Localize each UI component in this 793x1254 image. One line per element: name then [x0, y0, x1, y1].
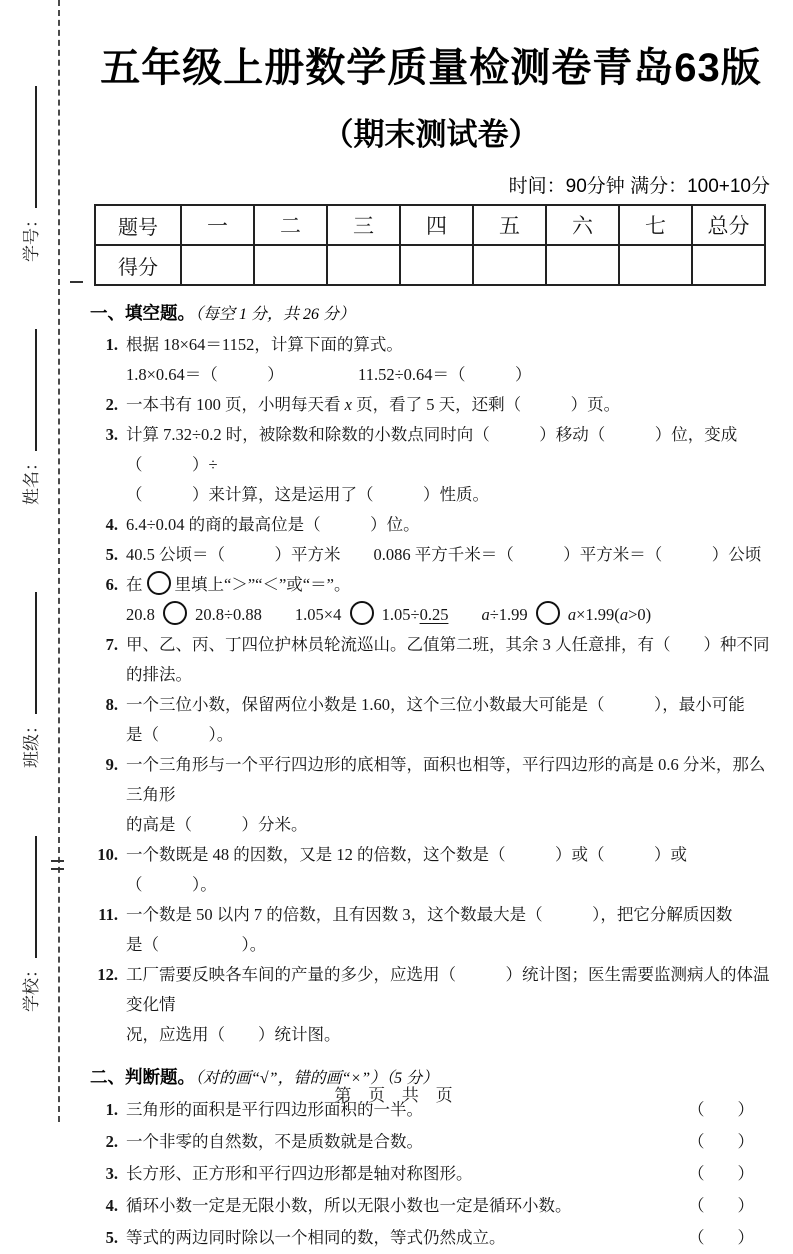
score-cell — [546, 245, 619, 285]
score-row-label: 得分 — [95, 245, 181, 285]
fold-mark — [70, 281, 83, 283]
section-heading-note: （每空 1 分，共 26 分） — [195, 306, 356, 323]
score-cell — [473, 245, 546, 285]
section-heading-text: 一、填空题。 — [90, 303, 195, 323]
question — [90, 420, 772, 510]
student-id-label: 学号： — [22, 211, 41, 262]
question — [90, 330, 772, 390]
statement-text: 三角形的面积是平行四边形面积的一半。 — [126, 1100, 423, 1119]
question — [90, 750, 772, 840]
score-cell — [327, 245, 400, 285]
answer-bracket: （ ） — [688, 1196, 754, 1215]
question-number: 1. — [105, 1100, 118, 1119]
score-col-1: 一 — [181, 205, 254, 245]
question-line: 根据 18×64＝1152，计算下面的算式。 — [126, 335, 403, 354]
score-cell — [619, 245, 692, 285]
school-label: 学校： — [22, 961, 41, 1012]
question — [90, 900, 772, 960]
question-number: 1. — [105, 335, 118, 354]
section-heading — [90, 298, 772, 330]
question-line: 计算 7.32÷0.2 时，被除数和除数的小数点同时向（ ）移动（ ）位，变成（ ）÷ — [126, 425, 738, 474]
score-col-6: 六 — [546, 205, 619, 245]
question — [90, 1222, 772, 1254]
question-number: 4. — [105, 1196, 118, 1215]
question — [90, 690, 772, 750]
score-table-corner: 题号 — [95, 205, 181, 245]
answer-bracket: （ ） — [688, 1100, 754, 1119]
question-line: 甲、乙、丙、丁四位护林员轮流巡山。乙值第二班，其余 3 人任意排，有（ ）种不同的排法。 — [126, 635, 770, 684]
question-number: 3. — [105, 1164, 118, 1183]
question-line: 是（ ）。 — [126, 935, 267, 954]
question — [90, 570, 772, 630]
question-line: 工厂需要反映各车间的产量的多少，应选用（ ）统计图；医生需要监测病人的体温变化情 — [126, 965, 770, 1014]
class-blank-line — [20, 592, 37, 714]
question-number: 8. — [105, 695, 118, 714]
answer-bracket: （ ） — [688, 1164, 754, 1183]
question-line: 1.8×0.64＝（ ） 11.52÷0.64＝（ ） — [126, 365, 532, 384]
question-number: 2. — [105, 1132, 118, 1151]
time-score-info: 时间：90分钟 满分：100+10分 — [508, 176, 770, 197]
question — [90, 1158, 772, 1190]
question-number: 2. — [105, 395, 118, 414]
score-cell — [254, 245, 327, 285]
student-id-blank-line — [20, 86, 37, 208]
question-line: 是（ ）。 — [126, 725, 234, 744]
score-cell — [692, 245, 765, 285]
question-line: 况，应选用（ ）统计图。 — [126, 1025, 341, 1044]
question-line: 的高是（ ）分米。 — [126, 815, 308, 834]
question-line: 一个三位小数，保留两位小数是 1.60，这个三位小数最大可能是（ ），最小可能 — [126, 695, 745, 714]
question-number: 7. — [105, 635, 118, 654]
question-line: 在 里填上“＞”“＜”或“＝”。 — [126, 570, 772, 600]
score-table-header-row — [95, 205, 765, 245]
question — [90, 630, 772, 690]
student-id-field — [17, 86, 41, 262]
section-heading-text: 二、判断题。 — [90, 1067, 195, 1087]
question-number: 4. — [105, 515, 118, 534]
question-number: 12. — [97, 965, 118, 984]
question-number: 9. — [105, 755, 118, 774]
question-number: 5. — [105, 545, 118, 564]
question — [90, 390, 772, 420]
score-cell — [400, 245, 473, 285]
question-line: 一本书有 100 页，小明每天看 x 页，看了 5 天，还剩（ ）页。 — [126, 395, 621, 414]
student-name-blank-line — [20, 329, 37, 451]
paper-subtitle: （期末测试卷） — [322, 117, 540, 152]
fill-question-list — [90, 330, 772, 1050]
comparison-circle — [536, 601, 560, 625]
question — [90, 840, 772, 900]
comparison-circle — [147, 571, 171, 595]
class-field — [17, 592, 41, 768]
judge-question-list — [90, 1094, 772, 1254]
question-number: 5. — [105, 1228, 118, 1247]
score-col-5: 五 — [473, 205, 546, 245]
question-line: 一个数是 50 以内 7 的倍数，且有因数 3，这个数最大是（ ），把它分解质因数 — [126, 905, 733, 924]
comparison-circle — [350, 601, 374, 625]
statement-text: 循环小数一定是无限小数，所以无限小数也一定是循环小数。 — [126, 1196, 572, 1215]
question — [90, 960, 772, 1050]
question-number: 3. — [105, 425, 118, 444]
comparison-circle — [163, 601, 187, 625]
score-col-4: 四 — [400, 205, 473, 245]
question-line: 20.8 20.8÷0.88 1.05×4 1.05÷0.25 a÷1.99 a×1.99(a>0) — [126, 600, 772, 630]
student-name-label: 姓名： — [22, 454, 41, 505]
statement-text: 一个非零的自然数，不是质数就是合数。 — [126, 1132, 423, 1151]
paper-title: 五年级上册数学质量检测卷青岛63版 — [100, 46, 762, 90]
question-line: （ ）来计算，这是运用了（ ）性质。 — [126, 485, 489, 504]
score-col-total: 总分 — [692, 205, 765, 245]
student-name-field — [17, 329, 41, 505]
question — [90, 510, 772, 540]
score-table — [94, 204, 766, 286]
section-heading-note: （对的画“√”，错的画“×”）（5 分） — [195, 1070, 439, 1087]
class-label: 班级： — [22, 717, 41, 768]
question — [90, 1126, 772, 1158]
score-table-score-row — [95, 245, 765, 285]
answer-bracket: （ ） — [688, 1132, 754, 1151]
score-cell — [181, 245, 254, 285]
score-col-7: 七 — [619, 205, 692, 245]
binding-cut-line — [58, 0, 60, 1122]
fold-mark-double-top — [51, 860, 64, 862]
question-number: 6. — [105, 575, 118, 594]
question-number: 10. — [97, 845, 118, 864]
paper-content — [90, 0, 772, 1254]
statement-text: 等式的两边同时除以一个相同的数，等式仍然成立。 — [126, 1228, 506, 1247]
school-blank-line — [20, 836, 37, 958]
question-line: 6.4÷0.04 的商的最高位是（ ）位。 — [126, 515, 420, 534]
question-line: 一个三角形与一个平行四边形的底相等，面积也相等，平行四边形的高是 0.6 分米，那么三角形 — [126, 755, 766, 804]
score-col-3: 三 — [327, 205, 400, 245]
answer-bracket: （ ） — [688, 1228, 754, 1247]
page-footer: 第 页 共 页 — [334, 1086, 459, 1105]
fold-mark-double-bottom — [51, 868, 64, 870]
score-col-2: 二 — [254, 205, 327, 245]
question-number: 11. — [98, 905, 118, 924]
question-line: 40.5 公顷＝（ ）平方米 0.086 平方千米＝（ ）平方米＝（ ）公顷 — [126, 545, 762, 564]
question-line: 一个数既是 48 的因数，又是 12 的倍数，这个数是（ ）或（ ）或（ ）。 — [126, 845, 687, 894]
school-field — [17, 836, 41, 1012]
question — [90, 540, 772, 570]
section-fill-in — [90, 298, 772, 1050]
question — [90, 1190, 772, 1222]
statement-text: 长方形、正方形和平行四边形都是轴对称图形。 — [126, 1164, 473, 1183]
